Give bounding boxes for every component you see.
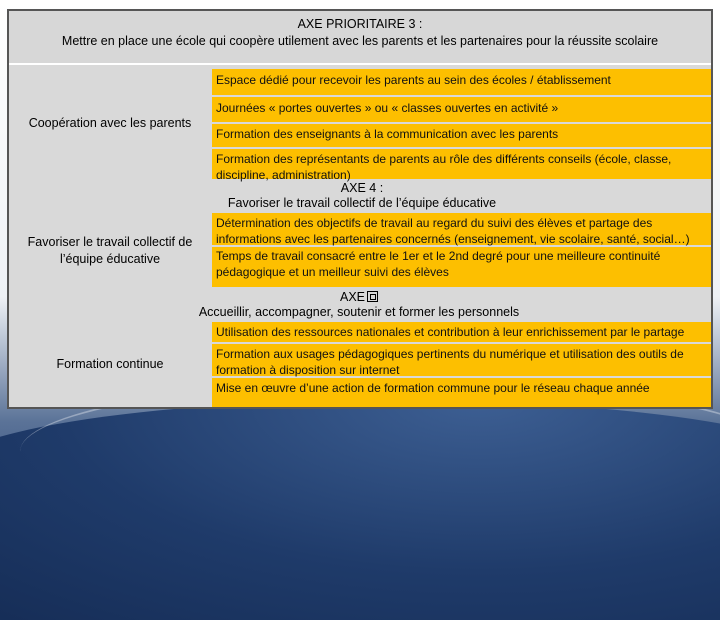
axe5-header: [119, 290, 599, 322]
axe4-left-label: Favoriser le travail collectif de l’équipe éducative: [27, 235, 193, 266]
axe3-item-2: Journées « portes ouvertes » ou « classes ouvertes en activité »: [212, 97, 711, 124]
placeholder-box-icon: [367, 291, 378, 302]
axe3-item-4: Formation des représentants de parents au rôle des différents conseils (école, classe, discipline, administration): [212, 149, 711, 181]
axe3-header: [9, 11, 711, 65]
axe4-item-2: Temps de travail consacré entre le 1er et le 2nd degré pour une meilleure continuité pédagogique et un meilleur suivi des élèves: [212, 247, 711, 289]
priority-axes-table: [7, 9, 713, 409]
axe4-item-1: Détermination des objectifs de travail au regard du suivi des élèves et partage des informations avec les partenaires concernés (enseignement, vie scolaire, santé, social…): [212, 213, 711, 247]
axe5-left-label: Formation continue: [56, 357, 164, 371]
axe5-item-2: Formation aux usages pédagogiques pertinents du numérique et utilisation des outils de formation à disposition sur internet: [212, 344, 711, 378]
axe5-item-3: Mise en œuvre d’une action de formation commune pour le réseau chaque année: [212, 378, 711, 407]
axe4-subtitle: Favoriser le travail collectif de l’équipe éducative: [227, 196, 497, 210]
axe3-subtitle: Mettre en place une école qui coopère utilement avec les parents et les partenaires pour la réussite scolaire: [61, 34, 659, 48]
axe5-title: AXE: [339, 290, 365, 304]
axe4-left-cell: [9, 213, 211, 289]
axe5-subtitle: Accueillir, accompagner, soutenir et former les personnels: [198, 305, 520, 319]
axe5-item-1: Utilisation des ressources nationales et contribution à leur enrichissement par le partage: [212, 322, 711, 344]
axe3-left-label: Coopération avec les parents: [28, 115, 192, 130]
axe4-title: AXE 4 :: [340, 181, 384, 195]
axe3-item-3: Formation des enseignants à la communication avec les parents: [212, 124, 711, 149]
axe3-title: AXE PRIORITAIRE 3 :: [297, 17, 423, 31]
axe3-item-1: Espace dédié pour recevoir les parents au sein des écoles / établissement: [212, 69, 711, 97]
axe4-header: [212, 181, 512, 213]
axe5-left-cell: [9, 322, 211, 407]
axe3-left-cell: [9, 67, 211, 179]
